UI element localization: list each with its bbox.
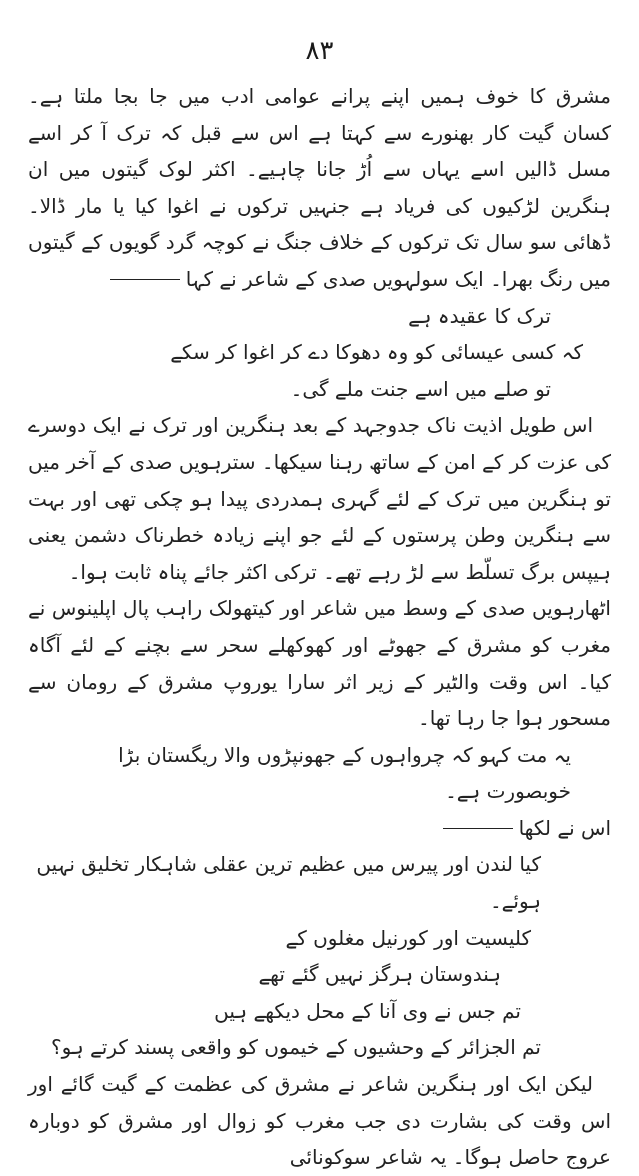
paragraph-4: لیکن ایک اور ہنگرین شاعر نے مشرق کی عظمت کے گیت گائے اور اس وقت کی بشارت دی جب مغرب کو زوال اور مشرق کو دوبارہ عروج حاصل ہوگا۔ یہ شاعر سوکونائی bbox=[28, 1072, 611, 1170]
he-wrote-line bbox=[28, 810, 611, 847]
quoted-line: یہ مت کہو کہ چرواہوں کے جھونپڑوں والا ریگستان بڑا خوبصورت ہے۔ bbox=[118, 742, 571, 804]
verse-2-line-1: کیا لندن اور پیرس میں عظیم ترین عقلی شاہکار تخلیق نہیں ہوئے۔ bbox=[36, 852, 541, 914]
verse-2 bbox=[28, 846, 611, 1066]
paragraph-1-text: مشرق کا خوف ہمیں اپنے پرانے عوامی ادب میں جا بجا ملتا ہے۔ کسان گیت کار بھنورے سے کہتا ہے اس سے قبل کہ ترک آ کر اسے مسل ڈالیں اسے یہاں سے اُڑ جانا چاہیے۔ اکثر لوک گیتوں میں ان ہنگرین لڑکیوں کی فریاد ہے جنہیں ترکوں نے اغوا کیا یا مار ڈالا۔ ڈھائی سو سال تک ترکوں کے خلاف جنگ نے کوچہ گرد گویوں کے گیتوں میں رنگ بھرا۔ ایک سولہویں صدی کے شاعر نے کہا bbox=[28, 84, 611, 291]
verse-2-line-4: تم جس نے وی آنا کے محل دیکھے ہیں bbox=[214, 998, 521, 1023]
verse-1-line-3: تو صلے میں اسے جنت ملے گی۔ bbox=[290, 376, 551, 401]
dash-rule bbox=[110, 279, 180, 280]
paragraph-3: اٹھارہویں صدی کے وسط میں شاعر اور کیتھولک راہب پال اپلینوس نے مغرب کو مشرق کے جھوٹے اور کھوکھلے سحر سے بچنے کے لئے آگاہ کیا۔ اس وقت والٹیر کے زیر اثر سارا یوروپ مشرق کے رومان سے مسحور ہوا جا رہا تھا۔ bbox=[28, 596, 611, 731]
dash-rule bbox=[443, 828, 513, 829]
verse-1-line-2: کہ کسی عیسائی کو وہ دھوکا دے کر اغوا کر سکے bbox=[170, 340, 583, 365]
verse-2-line-2: کلیسیت اور کورنیل مغلوں کے bbox=[285, 925, 531, 950]
verse-2-line-3: ہندوستان ہرگز نہیں گئے تھے bbox=[258, 962, 501, 987]
page-number: ۸۳ bbox=[305, 36, 334, 66]
verse-1-line-1: ترک کا عقیدہ ہے bbox=[408, 303, 551, 328]
paragraph-1 bbox=[28, 78, 611, 298]
verse-1 bbox=[28, 298, 611, 408]
verse-2-line-5: تم الجزائر کے وحشیوں کے خیموں کو واقعی پسند کرتے ہو؟ bbox=[51, 1035, 541, 1060]
paragraph-2: اس طویل اذیت ناک جدوجہد کے بعد ہنگرین اور ترک نے ایک دوسرے کی عزت کر کے امن کے ساتھ رہنا سیکھا۔ سترہویں صدی کے آخر میں تو ہنگرین میں ترک کے لئے گہری ہمدردی پیدا ہو چکی تھی اور بہت سے ہنگرین وطن پرستوں کے لئے جو اپنے زیادہ خطرناک دشمن یعنی ہیپس برگ تسلّط سے لڑ رہے تھے۔ ترکی اکثر جائے پناہ ثابت ہوا۔ bbox=[28, 413, 611, 584]
he-wrote-text: اس نے لکھا bbox=[518, 815, 611, 840]
